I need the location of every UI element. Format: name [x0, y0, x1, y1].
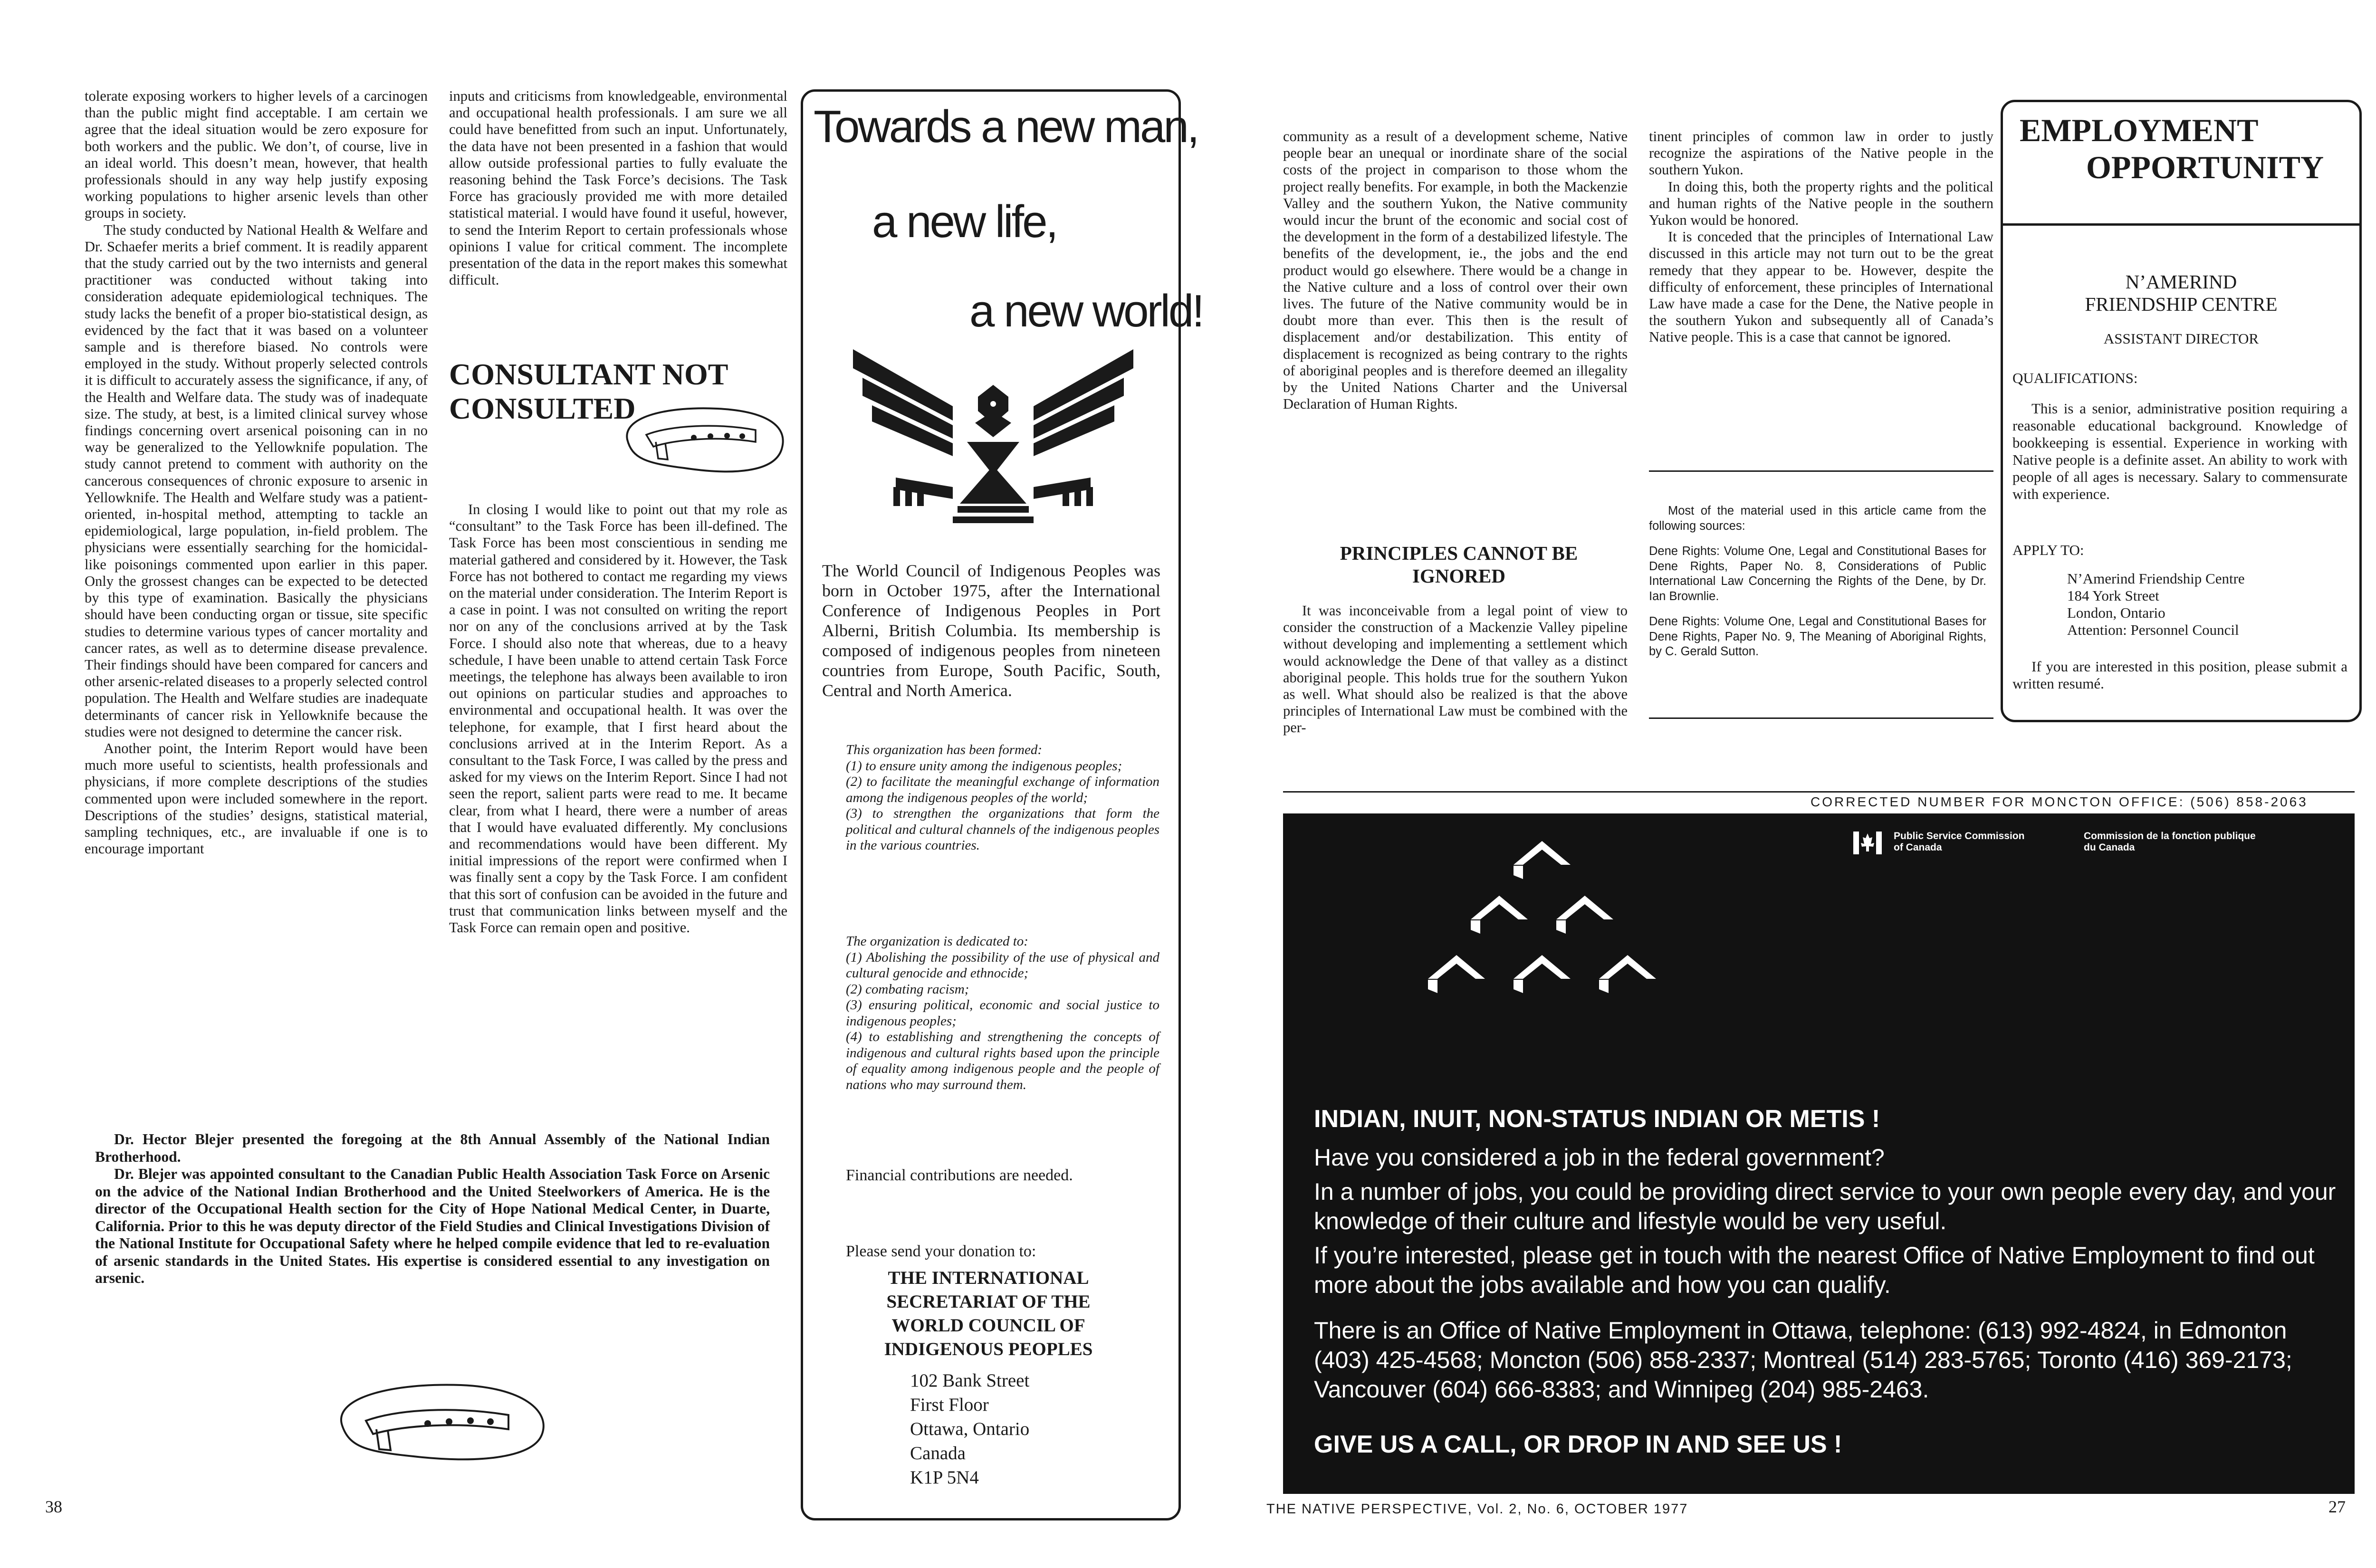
author-bio [95, 1131, 770, 1287]
slogan-line: a new world! [969, 286, 1203, 336]
paragraph: In doing this, both the property rights and the political and human rights of the Native people in the southern Yukon would be honored. [1649, 178, 1993, 229]
paragraph: community as a result of a development scheme, Native people bear an unequal or inordinate share of the social costs of the project in comparison to those whom the project really benefits. For example, in both the Mackenzie Valley and the southern Yukon, the Native community would incur the brunt of the economic and social cost of the development in the form of a destabilized lifestyle. The benefits of the development, ie., the jobs and the end product would go elsewhere. There would be a change in the Native culture and a loss of control over their own lives. The future of the Native community would be in doubt more than ever. This then is the result of displacement and/or destabilization. This entity of displacement is recognized as being contrary to the rights of aboriginal peoples and is therefore deemed an illegality by the United Nations Charter and the Universal Declaration of Human Rights. [1283, 128, 1628, 412]
paragraph: Dr. Hector Blejer presented the foregoing at the 8th Annual Assembly of the National Indian Brotherhood. [95, 1131, 770, 1165]
qualifications-text: This is a senior, administrative position requiring a reasonable educational background. Knowledge of bookkeeping is essential. Experience in working with Native people is a definite asset. An ability to work with people of all ages is necessary. Salary to commensurate with experience. [2012, 400, 2347, 502]
paragraph: It was inconceivable from a legal point of view to consider the construction of a Mackenzie Valley pipeline without developing and implementing a settlement which would acknowledge the Dene of that valley as a distinct aboriginal people. This holds true for the southern Yukon as well. What should also be realized is that the above principles of International Law must be combined with the per- [1283, 602, 1628, 736]
paragraph: inputs and criticisms from knowledgeable, environmental and occupational health professionals. I am sure we all could have benefitted from such an input. Unfortunately, the data have not been presented in a fashion that would allow outside professional parties to fully evaluate the reasoning behind the Task Force’s decisions. The Task Force has graciously provided me with more detailed statistical material. I would have found it useful, however, to send the Interim Report to certain professionals whose opinions I value for critical comment. The incomplete presentation of the data in the report makes this somewhat difficult. [449, 88, 787, 288]
page-number-right: 27 [2328, 1497, 2346, 1516]
apply-closing: If you are interested in this position, please submit a written resumé. [2012, 658, 2347, 692]
wcip-intro: The World Council of Indigenous Peoples was born in October 1975, after the International Conference of Indigenous Peoples in Port Alberni, British Columbia. Its membership is composed of indigenous peoples from nineteen countries from Europe, South Pacific, South, Central and North America. [822, 561, 1160, 700]
paragraph: It is conceded that the principles of International Law discussed in this article may not turn out to be the great remedy that they appear to be. However, despite the difficulty of enforcement, these principles of International Law have made a case for the Dene, the Native people in the southern Yukon and subsequently all of Canada’s Native people. This is a case that cannot be ignored. [1649, 229, 1993, 345]
list-item: (2) to facilitate the meaningful exchange of information among the indigenous peoples of the world; [846, 774, 1159, 805]
section-heading: PRINCIPLES CANNOT BE IGNORED [1340, 542, 1578, 587]
secretariat-name: THE INTERNATIONAL SECRETARIAT OF THE WORLD COUNCIL OF INDIGENOUS PEOPLES [884, 1268, 1093, 1359]
pipe-illustration [323, 1373, 556, 1468]
secretariat-address: 102 Bank Street First Floor Ottawa, Ontario Canada K1P 5N4 [910, 1370, 1030, 1488]
slogan-line: Towards a new man, [814, 101, 1198, 152]
ad-top-rule [1283, 791, 2355, 793]
paragraph: Another point, the Interim Report would have been much more useful to scientists, health professionals and physicians, if more complete descriptions of the studies commented upon were included somewhere in the report. Descriptions of the studies’ designs, statistical material, sampling techniques, etc., are invaluable if one is to encourage important [85, 740, 428, 857]
paragraph: In closing I would like to point out that my role as “consultant” to the Task Force has been ill-defined. The Task Force has been most conscientious in sending me material gathered and considered by it. However, the Task Force has not bothered to contact me regarding my views on the material under consideration. The Interim Report is a case in point. I was not consulted on writing the report nor on any of the conclusions arrived at by the Task Force. I should also note that whereas, due to a heavy schedule, I have been unable to attend certain Task Force meetings, the telephone has always been available to iron out opinions on particular studies and approaches to environmental and occupational health. It was over the telephone, for example, that I first heard about the conclusions arrived at in the Interim Report. As a consultant to the Task Force, I was called by the press and asked for my views on the Interim Report. Since I had not seen the report, salient parts were read to me. It became clear, from what I heard, there were a number of areas that I would have evaluated differently. My conclusions and recommendations would have been different. My initial impressions of the report were confirmed when I was finally sent a copy by the Task Force. I am confident that this sort of confusion can be avoided in the future and trust that communication links between myself and the Task Force can remain open and positive. [449, 501, 787, 936]
list-heading: This organization has been formed: [846, 742, 1042, 757]
right-column-1-bottom [1283, 602, 1628, 736]
position-title: ASSISTANT DIRECTOR [2103, 330, 2259, 347]
wcip-formed [846, 742, 1159, 854]
ad-call-to-action: GIVE US A CALL, OR DROP IN AND SEE US ! [1314, 1431, 1842, 1458]
canada-flag-icon [1853, 832, 1882, 854]
ad-body: Have you considered a job in the federal government? In a number of jobs, you could be providing direct service to your own people every day, and your knowledge of their culture and lifestyle would be very useful. If you’re interested, please get in touch with the nearest Office of Native Employment to find out more about the jobs available and how you can qualify. There is an Office of Native Employment in Ottawa, telephone: (613) 992-4824, in Edmonton (403) 425-4568; Moncton (506) 858-2337; Montreal (514) 283-5765; Toronto (416) 369-2173; Vancouver (604) 666-8383; and Winnipeg (204) 985-2463. [1314, 1144, 2336, 1403]
right-column-1 [1283, 128, 1628, 412]
paragraph: Dr. Blejer was appointed consultant to the Canadian Public Health Association Task Force on Arsenic on the advice of the National Indian Brotherhood and the United Steelworkers of America. He is the director of the Occupational Health section for the City of Hope National Medical Center, in Duarte, California. Prior to this he was deputy director of the Field Studies and Clinical Investigations Division of the National Institute for Occupational Safety where he helped compile evidence that led to re-evaluation of arsenic standards in the United States. His expertise is considered essential to any investigation on arsenic. [95, 1166, 770, 1286]
left-column-2 [449, 88, 787, 288]
paragraph: Dene Rights: Volume One, Legal and Constitutional Bases for Dene Rights, Paper No. 9, The Meaning of Aboriginal Rights, by C. Gerald Sutton. [1649, 615, 1986, 658]
pipe-illustration [613, 397, 794, 480]
paragraph: Dene Rights: Volume One, Legal and Constitutional Bases for Dene Rights, Paper No. 8, Considerations of Public International Law Concerning the Rights of the Dene, by Dr. Ian Brownlie. [1649, 545, 1986, 603]
thunderbird-emblem [851, 340, 1136, 532]
correction-note: CORRECTED NUMBER FOR MONCTON OFFICE: (506) 858-2063 [1811, 794, 2308, 809]
section-heading: CONSULTANT NOT CONSULTED [449, 357, 728, 425]
list-heading: The organization is dedicated to: [846, 934, 1028, 949]
ad-headline: INDIAN, INUIT, NON-STATUS INDIAN OR METIS ! [1314, 1105, 1880, 1133]
right-column-2 [1649, 128, 1993, 346]
left-column-2-bottom [449, 501, 787, 936]
divider [1649, 470, 1993, 472]
paragraph: tinent principles of common law in order to justly recognize the aspirations of the Native people in the southern Yukon. [1649, 128, 1993, 178]
paragraph: The study conducted by National Health & Welfare and Dr. Schaefer merits a brief comment. It is readily apparent that the study carried out by the two internists and general practitioner was conducted without taking into consideration adequate epidemiological techniques. The study lacks the benefit of a proper bio-statistical design, as evidenced by the fact that it was based on a volunteer sample and is therefore biased. No controls were employed in the study. Without properly selected controls it is difficult to accurately assess the significance, if any, of the Health and Welfare data. The study was of inadequate size. The study, at best, is a limited clinical survey whose findings concerning overt arsenical poisoning can in no way be generalized to the Yellowknife population. The study cannot pretend to comment with authority on the cancerous consequences of chronic exposure to arsenic in Yellowknife. The Health and Welfare study was a patient-oriented, in-hospital method, attempting to tackle an epidemiological, large population, in-field problem. The physicians were essentially searching for the homicidal-like poisonings commented upon earlier in this paper. Only the grossest changes can be expected to be detected by this type of examination. Basically the physicians should have been conducting organ or tissue, site specific studies to determine various types of cancer mortality and cancer rates, as well as to determine disease prevalence. Their findings should have been compared for cancers and other arsenic-related diseases to a properly selected control population. The Health and Welfare studies are inadequate determinants of cancer risk in Yellowknife because the studies were not designed to determine the cancer risk. [85, 221, 428, 740]
paragraph: tolerate exposing workers to higher levels of a carcinogen than the public might find acceptable. I am certain we agree that the ideal situation would be zero exposure for both workers and the public. We don’t, of course, live in an ideal world. This doesn’t mean, however, that health professionals should in any way help justify exposing working populations to higher arsenic levels than other groups in society. [85, 88, 428, 221]
left-column-1 [85, 88, 428, 857]
divider [1649, 717, 1993, 719]
wcip-dedicated [846, 934, 1159, 1093]
financial-note: Financial contributions are needed. [846, 1166, 1073, 1184]
page-number-left: 38 [45, 1497, 62, 1516]
list-item: (3) ensuring political, economic and social justice to indigenous peoples; [846, 997, 1159, 1029]
footer-publication: THE NATIVE PERSPECTIVE, Vol. 2, No. 6, OCTOBER 1977 [1266, 1501, 1688, 1517]
list-item: (1) to ensure unity among the indigenous peoples; [846, 758, 1122, 774]
sources [1649, 504, 1986, 660]
list-item: (4) to establishing and strengthening the concepts of indigenous and cultural rights based upon the principle of equality among indigenous people and the people of nations who may surround them. [846, 1029, 1159, 1092]
send-donation: Please send your donation to: [846, 1243, 1036, 1260]
list-item: (2) combating racism; [846, 981, 969, 997]
paragraph: Most of the material used in this article came from the following sources: [1649, 504, 1986, 533]
list-item: (3) to strengthen the organizations that form the political and cultural channels of the indigenous peoples in the various countries. [846, 806, 1159, 853]
pyramid-logo [1407, 829, 1682, 1029]
employer-name: N’AMERIND FRIENDSHIP CENTRE [2085, 271, 2278, 315]
apply-address: N’Amerind Friendship Centre 184 York Street London, Ontario Attention: Personnel Council [2067, 570, 2245, 638]
list-item: (1) Abolishing the possibility of the use of physical and cultural genocide and ethnocide; [846, 949, 1159, 981]
agency-name-fr: Commission de la fonction publique du Canada [2084, 831, 2256, 853]
agency-name-en: Public Service Commission of Canada [1894, 831, 2025, 853]
qualifications-heading: QUALIFICATIONS: [2012, 370, 2138, 386]
apply-heading: APPLY TO: [2012, 542, 2084, 558]
employment-title: EMPLOYMENT OPPORTUNITY [2020, 112, 2324, 185]
employment-title-rule [2001, 223, 2362, 226]
slogan-line: a new life, [872, 196, 1057, 247]
